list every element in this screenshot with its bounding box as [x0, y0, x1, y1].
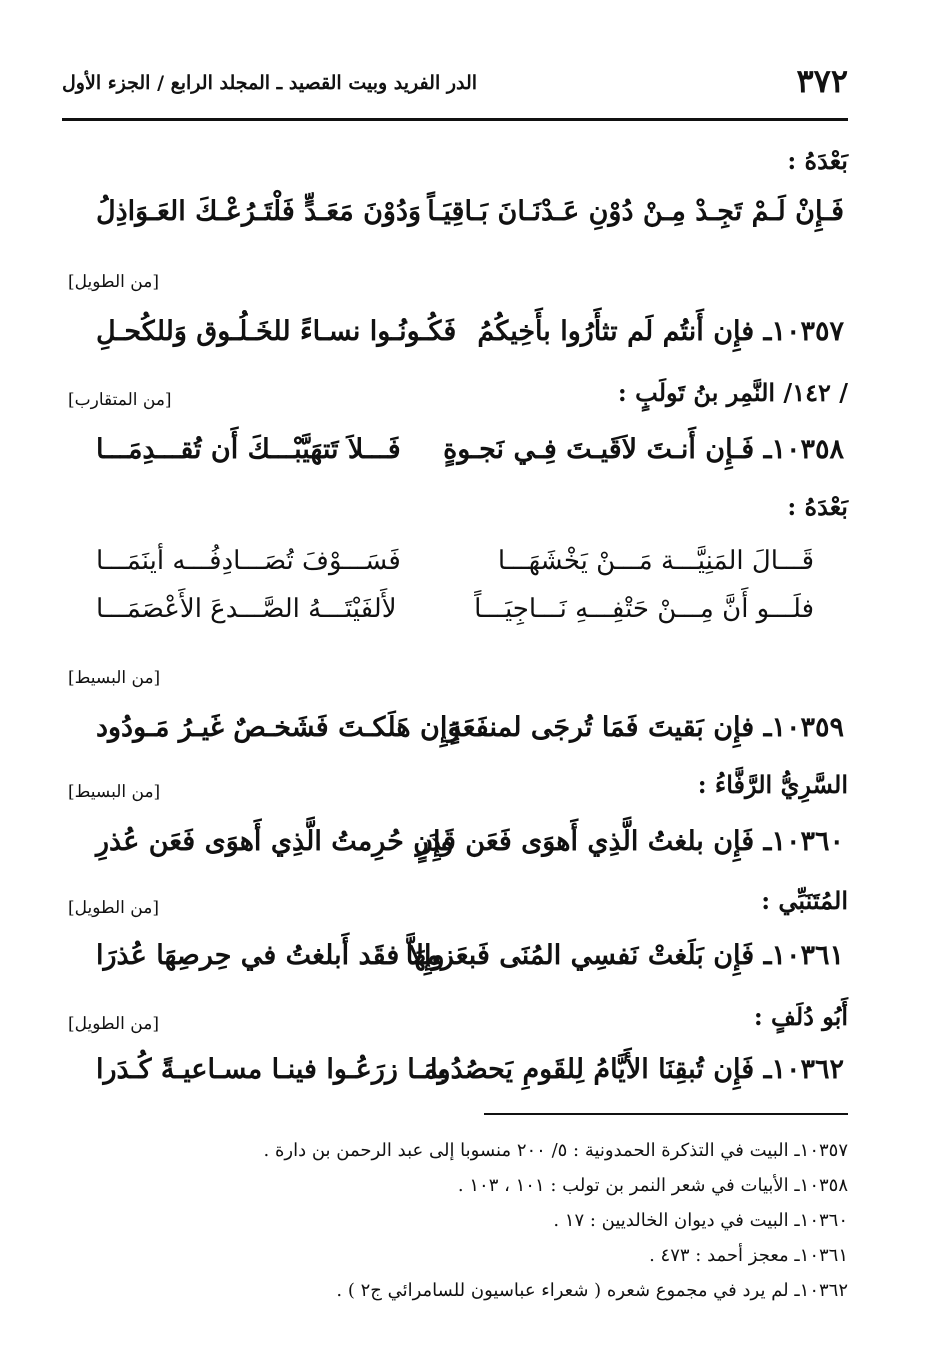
verse-second-hemistich: بمَـا زرَعُـوا فينـا مسـاعيـةً كُـدَرا	[96, 1054, 447, 1085]
verse-first-hemistich: قَـــالَ المَنِيَّـــة مَـــنْ يَخْشَهَـــا	[497, 546, 814, 576]
verse-second-hemistich: وَدُوْنَ مَعَـدٍّ فَلْتَـرُعْـكَ العَـوَاذِلُ	[96, 196, 422, 227]
footnote-rule	[484, 1113, 848, 1115]
meter-label: [من البسيط]	[68, 668, 161, 688]
verse-line	[96, 594, 844, 644]
poet-name: أَبُو دُلَفٍ :	[753, 1002, 848, 1031]
page-number: ٣٧٢	[796, 62, 848, 100]
meter-label: [من الطويل]	[68, 1014, 159, 1034]
meter-label: [من الطويل]	[68, 898, 159, 918]
verse-line	[96, 196, 844, 246]
verse-second-hemistich: فَسَـــوْفَ تُصَـــادِفُـــه أينَمَـــا	[96, 546, 401, 576]
verse-line	[96, 712, 844, 762]
verse-first-hemistich: ١٠٣٥٨ـ فَـإِن أَنـتَ لاَقَيـتَ فِـي نَجـوةٍ	[443, 434, 844, 465]
meter-label: [من الطويل]	[68, 272, 159, 292]
verse-first-hemistich: ١٠٣٦١ـ فَإِن بَلَغتْ نَفسِي المُنَى فَبعَزمِهَا	[405, 940, 844, 971]
verse-second-hemistich: فَـــلاَ تَتهَيَّبْـــكَ أَن تُقـــدِمَـــا	[96, 434, 401, 465]
verse-first-hemistich: ١٠٣٥٩ـ فإِن بَقيتَ فَمَا تُرجَى لمنفَعَةٍ	[448, 712, 844, 743]
verse-first-hemistich: ١٠٣٦٠ـ فَإِن بلغتُ الَّذِي أَهوَى فَعَن قَدَرٍ	[415, 826, 844, 857]
meter-label: [من المتقارب]	[68, 390, 172, 410]
verse-second-hemistich: لأَلفَيْتَـــهُ الصَّـــدعَ الأَعْصَمَـــا	[96, 594, 397, 624]
intro-line: بَعْدَهُ :	[787, 492, 848, 521]
poet-name: المُتَنَبِّي :	[761, 886, 848, 915]
footnote: ١٠٣٦٠ـ البيت في ديوان الخالديين : ١٧ .	[553, 1210, 848, 1231]
footnote: ١٠٣٦٢ـ لم يرد في مجموع شعره ( شعراء عباسيون للسامرائي ج٢ ) .	[336, 1280, 848, 1301]
meter-label: [من البسيط]	[68, 782, 161, 802]
intro-line: بَعْدَهُ :	[787, 146, 848, 175]
footnote: ١٠٣٥٨ـ الأبيات في شعر النمر بن تولب : ١٠١ ، ١٠٣ .	[457, 1175, 848, 1196]
running-title: الدر الفريد وبيت القصيد ـ المجلد الرابع / الجزء الأول	[62, 72, 478, 94]
verse-line	[96, 940, 844, 990]
header-rule	[62, 118, 848, 121]
poet-name: السَّرِيُّ الرَّفَّاءُ :	[697, 770, 848, 799]
verse-line	[96, 546, 844, 596]
footnotes	[88, 1133, 848, 1308]
footnote: ١٠٣٦١ـ معجز أحمد : ٤٧٣ .	[649, 1245, 848, 1266]
verse-second-hemistich: وَإِن هَلَكـتَ فَشَخـصٌ غَيـرُ مَـودُود	[96, 712, 461, 743]
verse-line	[96, 316, 844, 366]
verse-first-hemistich: فلَـــو أَنَّ مِـــنْ حَتْفِـــهِ نَـــاجِيَـــاً	[474, 594, 814, 624]
verse-first-hemistich: ١٠٣٥٧ـ فإِن أَنتُم لَم تثأَرُوا بأَخِيكُمُ	[477, 316, 844, 347]
verse-second-hemistich: وإِن حُرِمتُ الَّذِي أَهوَى فَعَن عُذرِ	[96, 826, 454, 857]
verse-line	[96, 826, 844, 876]
verse-line	[96, 1054, 844, 1104]
verse-first-hemistich: فَـإِنْ لَـمْ تَجِـدْ مِـنْ دُوْنِ عَـدْنَـانَ بَـاقِيَـاً	[427, 196, 844, 227]
verse-line	[96, 434, 844, 484]
footnote: ١٠٣٥٧ـ البيت في التذكرة الحمدونية : ٥/ ٢٠٠ منسوبا إلى عبد الرحمن بن دارة .	[263, 1140, 848, 1161]
page-header	[62, 60, 848, 104]
verse-first-hemistich: ١٠٣٦٢ـ فَإِن تُبقِنَا الأَيَّامُ لِلقَومِ يَحصُدُوا	[430, 1054, 844, 1085]
verse-second-hemistich: وإِلاَّ فقَد أَبلغتُ في حِرصِهَا عُذرَا	[96, 940, 445, 971]
poet-name: / ١٤٢/ النَّمِر بنُ تَولَبٍ :	[617, 378, 848, 407]
verse-second-hemistich: فَكُـونُـوا نسـاءً للخَـلُـوق وَللكُحـلِ	[96, 316, 457, 347]
